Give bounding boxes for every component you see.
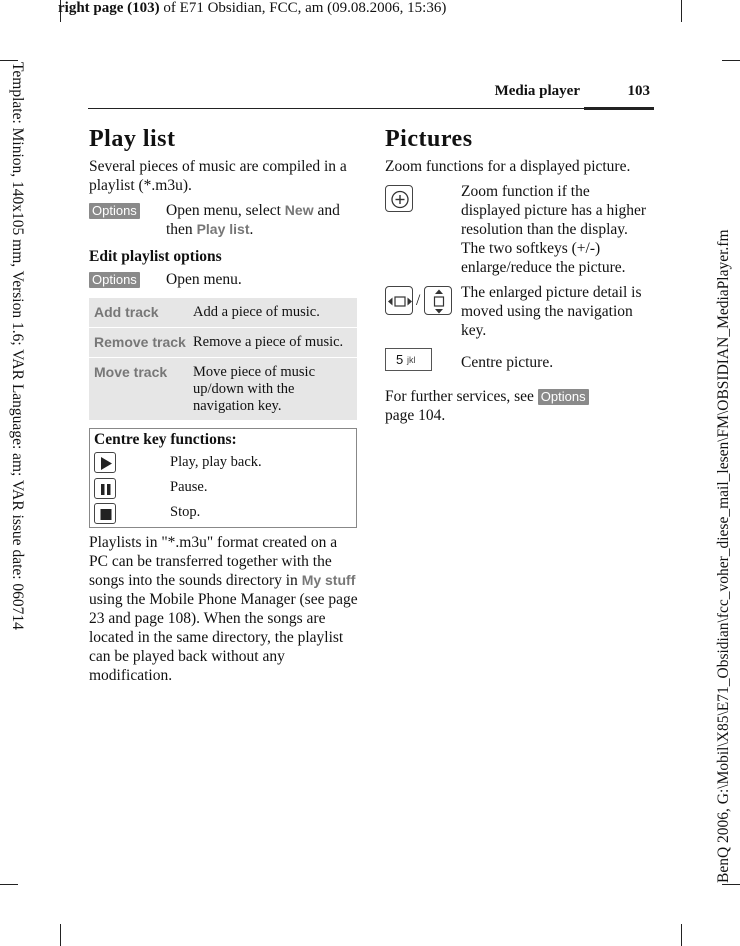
crop-mark [681,924,682,946]
key-5-letters: jkl [407,355,416,365]
playlist-intro: Several pieces of music are compiled in a playlist (*.m3u). [89,158,347,194]
running-head-title: Media player [494,83,580,99]
crop-mark [60,924,61,946]
table-key: Add track [94,304,159,320]
further-page-ref: page 104. [385,407,446,424]
key-5-digit: 5 [396,352,404,367]
playlist-heading: Play list [89,126,176,152]
side-file-path-text: BenQ 2006, G:\Mobil\X85\E71_Obsidian\fcc_voher_diese_mail_lesen\FM\OBSIDIAN_MediaPlayer.fm [715,229,732,883]
kw-new: New [284,202,314,218]
nav-up-down-icon[interactable] [424,286,452,315]
crop-mark [0,884,18,885]
further-options-softkey[interactable]: Options [538,389,589,405]
table-value: Move piece of music up/down with the navigation key. [193,364,316,414]
options-desc-mid: and then [166,202,340,238]
side-template-info [6,62,30,662]
crop-mark [722,60,740,61]
table-value: Add a piece of music. [193,304,320,320]
crop-mark [722,884,740,885]
nav-desc: The enlarged picture detail is moved using the navigation key. [461,284,642,339]
options-desc-pre: Open menu, select [166,202,285,219]
kw-my-stuff: My stuff [301,572,356,588]
table-key: Move track [94,364,168,380]
table-value: Remove a piece of music. [193,334,344,350]
edit-options-desc: Open menu. [166,271,242,288]
side-template-text: Template: Minion, 140x105 mm, Version 1.6; VAR Language: am; VAR issue date: 060714 [9,62,26,630]
centre-item-label: Play, play back. [170,454,262,470]
centre-picture-desc: Centre picture. [461,354,554,371]
zoom-desc: Zoom function if the displayed picture has a higher resolution than the display. The two softkeys (+/-) enlarge/reduce the picture. [461,183,647,276]
further-services [385,387,655,425]
crop-mark [0,60,18,61]
centre-item-label: Stop. [170,504,201,520]
centre-item-label: Pause. [170,479,208,495]
nav-slash: / [416,292,421,309]
print-header-rest: of E71 Obsidian, FCC, am (09.08.2006, 15:36) [159,0,447,16]
edit-options-heading: Edit playlist options [89,248,222,265]
page-number: 103 [627,83,650,99]
playlist-options-table [89,298,357,420]
table-row [89,298,357,327]
footer-pre: Playlists in "*.m3u" format created on a PC can be transferred together with the songs into the sounds directory in [89,534,338,589]
crop-mark [681,0,682,22]
pause-icon [94,478,116,499]
footer-post: using the Mobile Phone Manager (see page 23 and page 108). When the songs are located in the same directory, the playlist can be played back without any modification. [89,591,358,684]
print-header [58,0,446,17]
options-desc-post: . [249,221,254,238]
table-row [89,357,357,420]
pictures-intro: Zoom functions for a displayed picture. [385,158,631,175]
options-desc [166,201,359,239]
running-head [88,83,654,109]
zoom-softkey-icon[interactable] [385,185,413,212]
pictures-heading: Pictures [385,126,473,152]
centre-key-box [89,428,357,528]
running-head-rule [584,107,654,110]
nav-left-right-icon[interactable] [385,286,413,315]
table-row [89,327,357,357]
options-softkey[interactable]: Options [89,203,140,219]
print-header-bold: right page (103) [58,0,160,16]
centre-key-heading: Centre key functions: [94,431,237,448]
edit-options-softkey[interactable]: Options [89,272,140,288]
side-file-path [715,183,739,883]
playlist-footer [89,533,359,685]
further-pre: For further services, see [385,388,538,405]
table-key: Remove track [94,334,186,350]
kw-play-list: Play list [196,221,250,237]
key-5-icon[interactable] [385,348,432,371]
play-icon [94,452,116,473]
stop-icon [94,503,116,524]
